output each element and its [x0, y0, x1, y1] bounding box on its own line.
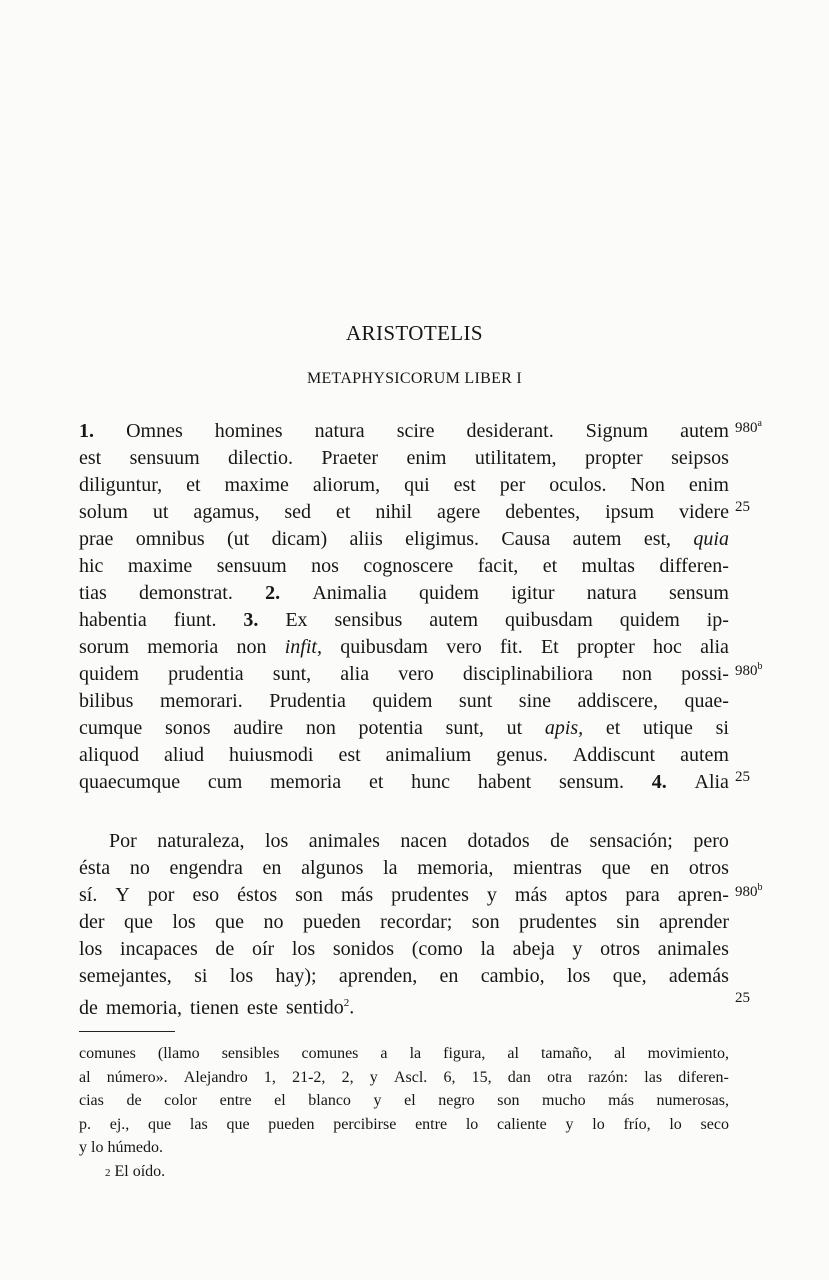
word: et [368, 771, 384, 793]
word: los [264, 830, 289, 852]
text-line [79, 526, 729, 553]
word: maxime [127, 555, 193, 577]
word: 15, [471, 1068, 492, 1086]
word: y [79, 1139, 87, 1156]
word: los [291, 938, 316, 960]
word: ut [506, 717, 523, 739]
word: sorum [79, 636, 129, 658]
word: p. [79, 1115, 91, 1133]
word: otra [547, 1068, 572, 1086]
word: otros [688, 857, 729, 879]
word: omnibus [135, 528, 205, 550]
word: blanco [308, 1092, 351, 1109]
word: quibusdam [340, 636, 428, 658]
word: et [605, 717, 621, 739]
footnote-line [79, 1089, 729, 1113]
word: tias [79, 582, 107, 604]
word: además [668, 965, 729, 987]
text-line [79, 963, 729, 990]
italic-word: infit, [284, 636, 322, 658]
footnote-2 [79, 1160, 729, 1184]
word: Ex [285, 609, 308, 631]
word: si [715, 717, 729, 739]
word: solum [79, 501, 128, 523]
word: más [514, 884, 548, 906]
word: dotados [467, 830, 530, 852]
word: natura [586, 582, 637, 604]
word: oír [251, 938, 275, 960]
text-line [79, 882, 729, 909]
word: tamaño, [540, 1045, 593, 1062]
word: recordar; [380, 911, 453, 933]
word: Alejandro [183, 1068, 248, 1086]
word: genus. [496, 744, 548, 766]
word: ipsum [605, 501, 655, 523]
word: cognoscere [363, 555, 454, 577]
word: agamus, [193, 501, 260, 523]
word: alia [700, 636, 729, 658]
word: negro [438, 1092, 475, 1109]
word: hay); [275, 965, 317, 987]
word: sed [284, 501, 312, 523]
word: nacen [400, 830, 447, 852]
word: entre [219, 1092, 252, 1109]
italic-word: quia [693, 528, 729, 550]
word: autem [572, 528, 622, 550]
word: sensuum [129, 447, 200, 469]
word: 2, [341, 1068, 354, 1086]
word: memoria [270, 771, 342, 793]
word: sentido [285, 996, 344, 1019]
word: por [147, 884, 175, 906]
word: nihil [375, 501, 413, 523]
word: para [625, 884, 660, 906]
word: que [148, 1115, 172, 1133]
text-line [79, 553, 729, 580]
text-line [79, 688, 729, 715]
word: sensibus [334, 609, 403, 631]
word: incapaces [120, 938, 198, 960]
word: 6, [443, 1068, 456, 1086]
word: demonstrat. [139, 582, 233, 604]
word: a [380, 1045, 388, 1062]
word: oculos. [549, 474, 607, 496]
word: número». [106, 1068, 168, 1086]
word: (llamo [157, 1045, 200, 1062]
word: éstos [237, 884, 278, 906]
word: apren- [677, 884, 729, 906]
word: prudentia [168, 663, 244, 685]
word: Ascl. [393, 1068, 428, 1086]
word: audire [233, 717, 284, 739]
text-line [79, 936, 729, 963]
word: los [567, 965, 591, 987]
word: Por [109, 830, 137, 852]
text-line [79, 715, 729, 742]
word: y [565, 1115, 574, 1133]
text-line [79, 661, 729, 688]
section-number: 2. [265, 582, 281, 604]
word: prudentes [519, 911, 597, 933]
word: igitur [511, 582, 555, 604]
word: de [79, 996, 98, 1019]
word: memoria [147, 636, 219, 658]
text-line [79, 742, 729, 769]
word: El oído. [114, 1162, 166, 1180]
word: Signum [585, 420, 649, 442]
line-reference: 25 [735, 769, 750, 785]
word: quaecumque [79, 771, 181, 793]
section-number: 1. [79, 420, 94, 442]
word: vero [446, 636, 482, 658]
word: memoria, [105, 996, 182, 1019]
footnotes [79, 1042, 729, 1183]
footnote-marker: 2 [343, 997, 350, 1009]
line-reference: 25 [735, 990, 750, 1006]
word: pueden [268, 1115, 315, 1133]
word: frío, [623, 1115, 651, 1133]
word: de [550, 830, 570, 852]
word: desiderant. [466, 420, 554, 442]
word: non [622, 663, 653, 685]
word: dilectio. [228, 447, 294, 469]
word: prudentes [391, 884, 469, 906]
word: propter [584, 447, 643, 469]
word: algunos [301, 857, 364, 879]
word: de [126, 1092, 142, 1109]
word: las [189, 1115, 208, 1133]
word: seco [700, 1115, 729, 1133]
word: videre [678, 501, 729, 523]
word: otros [600, 938, 641, 960]
word: 21-2, [292, 1068, 326, 1086]
word: sonos [164, 717, 211, 739]
word: possi- [681, 663, 729, 685]
word: aliud [164, 744, 204, 766]
word: en [650, 857, 670, 879]
footnote-line [79, 1042, 729, 1066]
word: der [79, 911, 105, 933]
word: et [186, 474, 201, 496]
word: Praeter [321, 447, 379, 469]
word: sensibles [221, 1045, 280, 1062]
word: al [614, 1045, 626, 1062]
word: Omnes [126, 420, 183, 442]
text-line [79, 769, 729, 796]
word: Animalia [312, 582, 387, 604]
text-line [79, 909, 729, 936]
word: figura, [443, 1045, 486, 1062]
word: quae- [684, 690, 729, 712]
word: movimiento, [647, 1045, 729, 1062]
word: que [124, 911, 153, 933]
word: per [499, 474, 526, 496]
word: huiusmodi [229, 744, 314, 766]
word: comunes [301, 1045, 359, 1062]
word: al [79, 1068, 91, 1086]
word: aprenden, [338, 965, 418, 987]
word: ej., [109, 1115, 130, 1133]
footnote-line [79, 1113, 729, 1137]
text-line [79, 855, 729, 882]
word: diliguntur, [79, 474, 163, 496]
word: quibusdam [505, 609, 593, 631]
text-line [79, 580, 729, 607]
word: est [338, 744, 361, 766]
word: y [572, 938, 583, 960]
word: sunt [458, 690, 493, 712]
word: engendra [169, 857, 243, 879]
word: aptos [565, 884, 608, 906]
word: quidem [79, 663, 139, 685]
word: hic [79, 555, 104, 577]
text-line [79, 990, 729, 1017]
word: est [453, 474, 476, 496]
word: utilitatem, [474, 447, 557, 469]
word: qui [404, 474, 430, 496]
word: sonidos [332, 938, 395, 960]
word: las [644, 1068, 663, 1086]
word: lo [592, 1115, 605, 1133]
footnote-line [79, 1136, 729, 1160]
word: habent [477, 771, 532, 793]
word: non [236, 636, 267, 658]
word: eligimus. [405, 528, 480, 550]
word: son [471, 911, 500, 933]
word: facit, [477, 555, 519, 577]
bekker-reference: 980$^b$ [735, 661, 763, 679]
word: abeja [512, 938, 555, 960]
word: Alia [694, 771, 729, 793]
footnote-number: 2 [105, 1166, 111, 1179]
word: diferen- [678, 1068, 729, 1086]
word: aliis [349, 528, 383, 550]
word: y [373, 1092, 382, 1109]
bekker-reference: 980$^b$ [735, 882, 763, 900]
word: sensación; [589, 830, 673, 852]
word: tienen [189, 996, 239, 1019]
word: prae [79, 528, 114, 550]
word: húmedo. [107, 1139, 163, 1156]
text-line [79, 499, 729, 526]
word: sin [616, 911, 640, 933]
word: alia [340, 663, 370, 685]
word: enim [406, 447, 447, 469]
word: sunt, [272, 663, 312, 685]
word: y [486, 884, 497, 906]
word: Prudentia [269, 690, 346, 712]
word: 1, [263, 1068, 276, 1086]
section-number: 3. [243, 609, 259, 631]
word: más [340, 884, 374, 906]
word: no [129, 857, 150, 879]
word: los [229, 965, 254, 987]
word: et [335, 501, 351, 523]
word: cambio, [480, 965, 545, 987]
text-line [79, 472, 729, 499]
word: bilibus [79, 690, 134, 712]
latin-text [79, 418, 729, 796]
word: animales [308, 830, 380, 852]
word: est, [643, 528, 672, 550]
text-line [79, 607, 729, 634]
word: enim [688, 474, 729, 496]
word: los [79, 938, 103, 960]
text-line [79, 418, 729, 445]
spanish-translation [79, 828, 729, 1017]
word: los [172, 911, 196, 933]
word: la [409, 1045, 422, 1062]
word: que [226, 1115, 250, 1133]
word: ésta [79, 857, 111, 879]
word: sine [518, 690, 551, 712]
word: animales [657, 938, 729, 960]
word: nos [311, 555, 339, 577]
word: color [164, 1092, 198, 1109]
word: comunes [79, 1045, 136, 1062]
word: scire [396, 420, 435, 442]
word: et [542, 555, 558, 577]
word: más [608, 1092, 634, 1109]
word: sensum [668, 582, 729, 604]
word: memorari. [159, 690, 243, 712]
section-number: 4. [651, 771, 667, 793]
word: Non [630, 474, 665, 496]
word: semejantes, [79, 965, 172, 987]
word: maxime [224, 474, 289, 496]
bekker-reference: 980$^a$ [735, 418, 762, 436]
word: si [194, 965, 208, 987]
footnote-line [79, 1066, 729, 1090]
word: quidem [418, 582, 479, 604]
word: razón: [588, 1068, 629, 1086]
word: son [497, 1092, 520, 1109]
footnote-divider [79, 1031, 175, 1032]
word: agere [436, 501, 481, 523]
word: utique [642, 717, 693, 739]
word: mientras [513, 857, 582, 879]
word: sí. [79, 884, 98, 906]
word: est [79, 447, 102, 469]
word: Addiscunt [572, 744, 656, 766]
word: aliquod [79, 744, 139, 766]
word: Causa [501, 528, 551, 550]
word: de [215, 938, 235, 960]
word: ip- [706, 609, 729, 631]
word: disciplinabiliora [462, 663, 593, 685]
word: lo [669, 1115, 682, 1133]
word: entre [415, 1115, 448, 1133]
word: potentia [358, 717, 423, 739]
word: autem [680, 744, 729, 766]
word: eso [192, 884, 220, 906]
word: cumque [79, 717, 143, 739]
word: sensuum [216, 555, 287, 577]
word: percibirse [333, 1115, 397, 1133]
text-line [79, 445, 729, 472]
word: pueden [302, 911, 361, 933]
word: y [369, 1068, 378, 1086]
word: . [349, 996, 355, 1019]
word: aliorum, [312, 474, 381, 496]
word: quidem [619, 609, 680, 631]
italic-word: apis, [544, 717, 584, 739]
word: que [601, 857, 631, 879]
word: numerosas, [656, 1092, 729, 1109]
word: que [215, 911, 245, 933]
word: hoc [652, 636, 682, 658]
word: Y [115, 884, 130, 906]
word: en [439, 965, 459, 987]
word: autem [429, 609, 479, 631]
word: fit. [499, 636, 523, 658]
word: autem [680, 420, 729, 442]
word: el [404, 1092, 416, 1109]
word: differen- [659, 555, 729, 577]
word: este [246, 996, 278, 1019]
word: natura [314, 420, 365, 442]
text-line [79, 634, 729, 661]
page-title: ARISTOTELIS [345, 321, 483, 345]
word: en [262, 857, 282, 879]
word: vero [398, 663, 434, 685]
word: Et [540, 636, 559, 658]
word: que, [612, 965, 647, 987]
word: homines [214, 420, 283, 442]
word: cias [79, 1092, 104, 1109]
word: debentes, [505, 501, 581, 523]
word: naturaleza, [157, 830, 245, 852]
word: son [295, 884, 323, 906]
word: aprender [659, 911, 729, 933]
word: al [507, 1045, 519, 1062]
word: dicam) [271, 528, 328, 550]
word: la [383, 857, 398, 879]
word: multas [581, 555, 635, 577]
word: dan [507, 1068, 531, 1086]
word: lo [91, 1139, 104, 1156]
word: mucho [542, 1092, 586, 1109]
word: seipsos [671, 447, 729, 469]
line-reference: 25 [735, 499, 750, 515]
word: non [305, 717, 336, 739]
word: sunt, [445, 717, 484, 739]
word: hunc [411, 771, 451, 793]
page-subtitle: METAPHYSICORUM LIBER I [306, 370, 523, 387]
word: addiscere, [577, 690, 659, 712]
word: caliente [497, 1115, 547, 1133]
word: memoria, [417, 857, 494, 879]
word: sensum. [558, 771, 624, 793]
word: lo [465, 1115, 479, 1133]
word: el [274, 1092, 286, 1109]
word: fiunt. [173, 609, 217, 631]
word: pero [693, 830, 729, 852]
word: quidem [372, 690, 433, 712]
word: ut [152, 501, 169, 523]
word: la [480, 938, 495, 960]
word: animalium [385, 744, 472, 766]
word: (como [411, 938, 463, 960]
word: cum [207, 771, 243, 793]
word: (ut [227, 528, 250, 550]
text-line [79, 828, 729, 855]
word: no [263, 911, 284, 933]
word: habentia [79, 609, 147, 631]
word: propter [576, 636, 635, 658]
